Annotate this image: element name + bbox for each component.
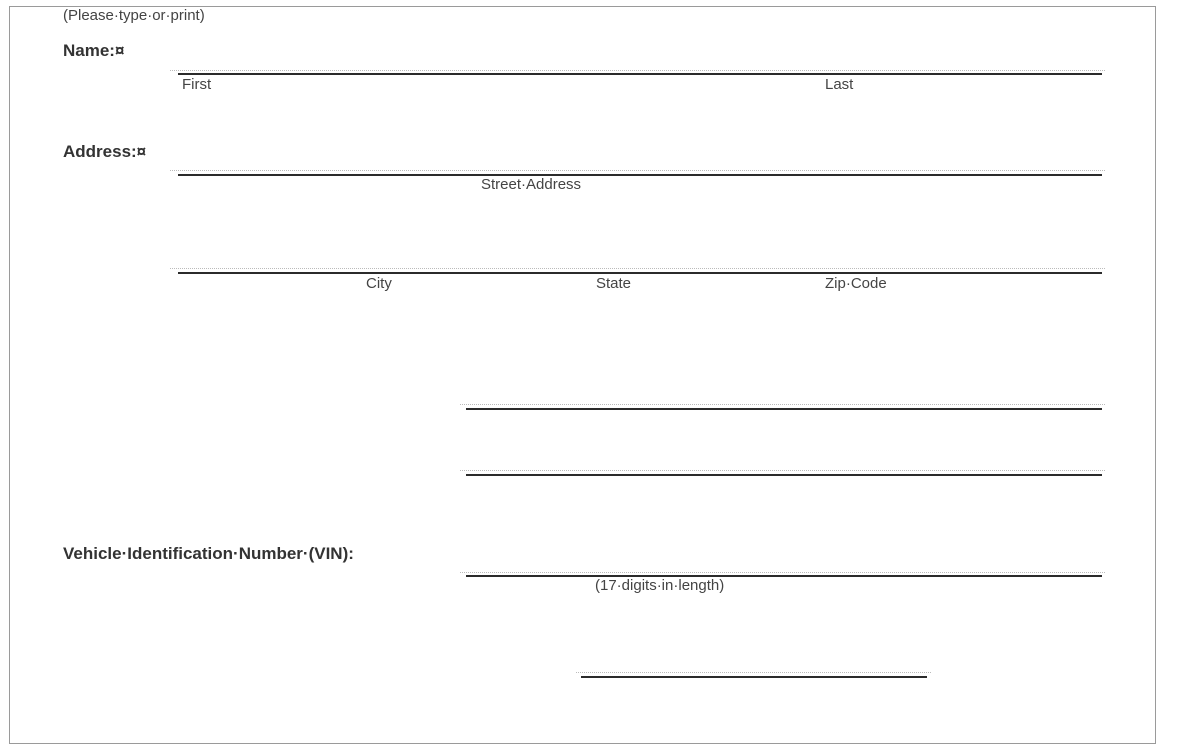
city-dotted-guide	[170, 268, 1105, 269]
first-name-caption: First	[182, 76, 212, 93]
name-label: Name:¤	[63, 41, 125, 60]
form-border	[9, 6, 1156, 744]
blank-dotted-guide-2	[460, 470, 1105, 471]
blank-input-line-2[interactable]	[466, 474, 1102, 476]
blank-input-line-1[interactable]	[466, 408, 1102, 410]
state-caption: State	[596, 275, 632, 292]
street-dotted-guide	[170, 170, 1105, 171]
instructions-text: (Please·type·or·print)	[63, 7, 205, 24]
vin-input-line[interactable]	[466, 575, 1102, 577]
name-input-line[interactable]	[178, 73, 1102, 75]
street-address-caption: Street·Address	[481, 176, 582, 193]
zip-code-caption: Zip·Code	[825, 275, 887, 292]
street-address-input-line[interactable]	[178, 174, 1102, 176]
name-dotted-guide	[170, 70, 1105, 71]
city-caption: City	[366, 275, 392, 292]
vin-length-caption: (17·digits·in·length)	[595, 577, 725, 594]
bottom-dotted-guide	[576, 672, 931, 673]
last-name-caption: Last	[825, 76, 854, 93]
vin-label: Vehicle·Identification·Number·(VIN):	[63, 544, 354, 563]
vin-dotted-guide	[460, 572, 1105, 573]
address-label: Address:¤	[63, 142, 147, 161]
bottom-input-line[interactable]	[581, 676, 927, 678]
city-state-zip-input-line[interactable]	[178, 272, 1102, 274]
blank-dotted-guide-1	[460, 404, 1105, 405]
